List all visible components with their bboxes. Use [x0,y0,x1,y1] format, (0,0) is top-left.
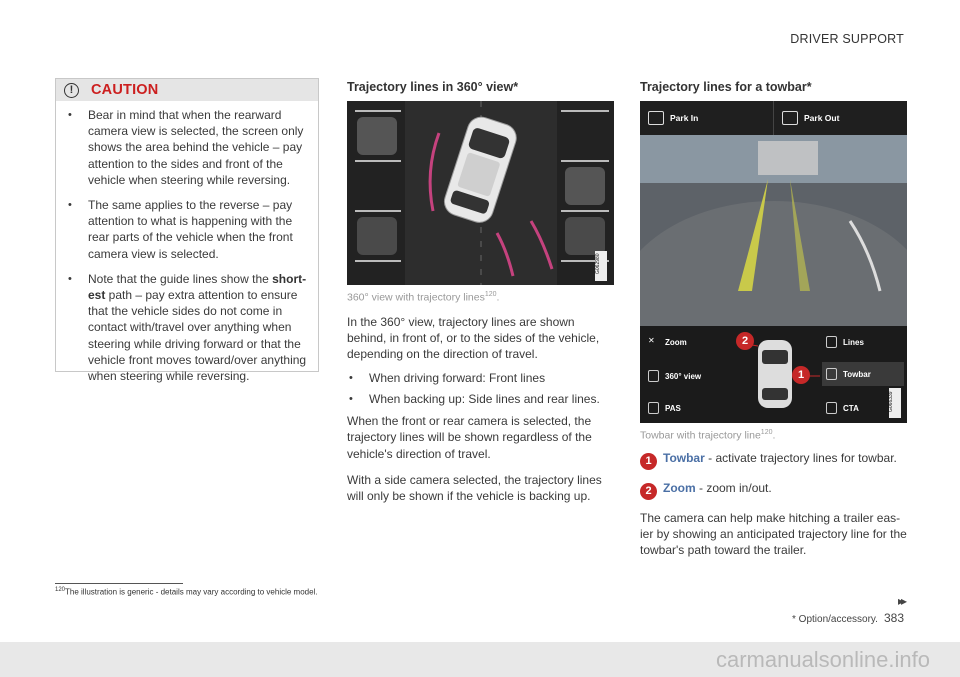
camera-top-bar [640,101,907,135]
camera-car-svg [640,326,907,423]
paragraph: In the 360° view, trajectory lines are shown behind, in front of, or to the sides of the vehicle, depending on the direction of travel. [347,314,600,361]
caution-list [56,101,318,384]
park-in-button[interactable]: Park In [640,101,773,135]
footnote: $^{120}$The illustration is generic - details may vary according to vehicle model. [55,587,318,597]
camera-bottom-panel [640,326,907,423]
lines-button[interactable]: Lines [826,336,864,348]
image-code: G062980 [595,253,601,275]
caution-item: • Note that the guide lines show the short-est path – pay extra attention to ensure that the vehicle sides do not come in contact with/travel over anything when steering while driving forward or that the vehicle front moves toward/over anything when steering while reversing. [68,271,310,384]
column-towbar [640,80,907,558]
callout-1-badge: 1 [792,366,810,384]
360-view-svg [347,101,614,285]
numbered-item: 1 Towbar - activate trajectory lines for towbar. [640,450,907,470]
360-view-illustration [347,101,614,285]
zoom-button[interactable]: ✕ Zoom [648,336,687,347]
towbar-button[interactable]: Towbar [822,362,904,386]
caption-towbar: Towbar with trajectory line$^{120}$. [640,429,776,442]
watermark: carmanualsonline.info [0,642,960,677]
pas-button[interactable]: PAS [648,402,681,414]
heading-towbar: Trajectory lines for a towbar* [640,80,812,94]
caution-emphasis: short-est [88,271,307,303]
column-360-view [347,80,614,504]
park-out-icon [782,111,798,125]
section-header: DRIVER SUPPORT [790,32,904,46]
park-in-icon [648,111,664,125]
footnote-divider [55,583,183,584]
caution-header [56,79,318,101]
list-item: • When backing up: Side lines and rear lines. [347,391,614,407]
page-number: 383 [883,611,904,625]
next-page-arrows-icon: ▸▸ [897,594,904,608]
heading-360-view: Trajectory lines in 360° view* [347,80,519,94]
zoom-icon: ✕ [648,336,655,345]
callout-2-badge: 2 [736,332,754,350]
number-badge: 1 [640,453,657,470]
paragraph: When the front or rear camera is selected, the trajectory lines will be shown regardless of the vehicle's direction of travel. [347,414,592,461]
number-badge: 2 [640,483,657,500]
360-view-button[interactable]: 360° view [648,370,701,382]
towbar-camera-illustration [640,101,907,423]
numbered-item: 2 Zoom - zoom in/out. [640,480,907,500]
paragraph: With a side camera selected, the trajectory lines will only be shown if the vehicle is backing up. [347,472,602,503]
exclamation-circle-icon: ! [64,83,79,98]
caption-360-view: 360° view with trajectory lines$^{120}$. [347,291,500,304]
caution-box [55,78,319,384]
caution-item: • Bear in mind that when the rearward camera view is selected, the screen only shows the area behind the vehicle – pay attention to the sides and front of the vehicle when steering while reversing. [68,107,310,188]
page-footer: * Option/accessory. 383 [792,611,904,625]
list-item: • When driving forward: Front lines [347,370,614,386]
term-towbar: Towbar [663,450,705,465]
caution-item: • The same applies to the reverse – pay attention to what is happening with the rear parts of the vehicle when the front camera view is selected. [68,197,310,262]
cta-button[interactable]: CTA [826,402,859,414]
term-zoom: Zoom [663,480,696,495]
image-code: G066339 [888,391,894,413]
bullet-list [347,370,614,407]
park-out-button[interactable]: Park Out [773,101,907,135]
paragraph: The camera can help make hitching a trailer eas-ier by showing an anticipated trajectory line for the towbar's path toward the trailer. [640,510,907,557]
caution-title: CAUTION [91,82,159,98]
